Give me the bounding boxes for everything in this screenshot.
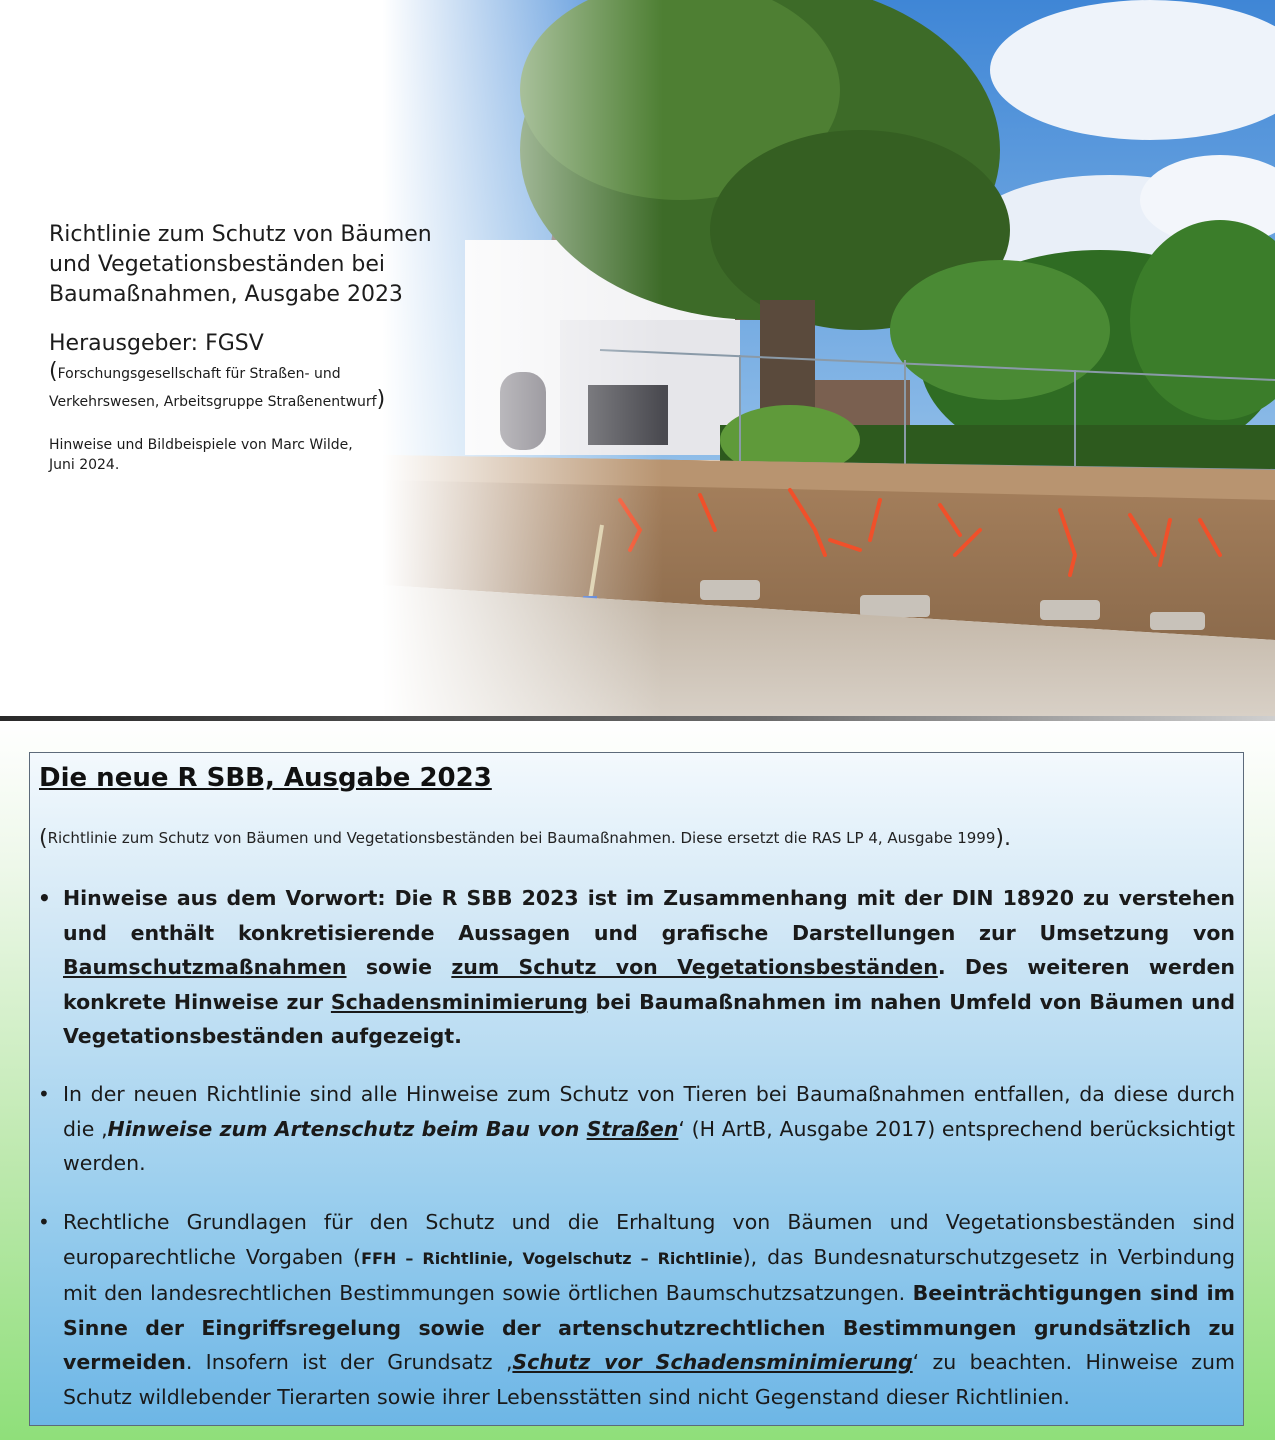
notes-line-2: Juni 2024. (49, 457, 120, 473)
title-line-1: Richtlinie zum Schutz von Bäumen (49, 222, 432, 247)
b2-emphasis-underlined: Straßen (586, 1116, 679, 1141)
b3-text-4: zu beachten. Hinweise zum Schutz wildlebender Tierarten sowie ihrer Lebensstätten sind nicht Gegenstand dieser Richtlinien. (63, 1350, 1235, 1409)
title-line-2: und Vegetationsbeständen bei (49, 252, 385, 277)
bullet-dot: • (38, 1210, 50, 1234)
org-line-2-text: Verkehrswesen, Arbeitsgruppe Straßenentwurf (49, 394, 377, 410)
b3-quote-close: ‘ (912, 1350, 920, 1374)
b1-text-2: sowie (346, 955, 452, 979)
b2-text-2: (H ArtB, Ausgabe 2017) entsprechend berücksichtigt werden. (63, 1116, 1235, 1175)
org-open-paren: ( (49, 359, 58, 384)
bullet-animal-protection (38, 1077, 1235, 1181)
notes-line-1: Hinweise und Bildbeispiele von Marc Wilde, (49, 437, 353, 453)
b2-quote-close: ‘ (678, 1116, 685, 1141)
title-slide (0, 0, 1275, 716)
bullet-legal-basis (38, 1205, 1236, 1414)
b3-text-2: ), das Bundesnaturschutzgesetz in Verbindung mit den landesrechtlichen Bestimmungen sowie örtlichen Baumschutzsatzungen. (63, 1244, 1236, 1305)
b1-underline-2: zum Schutz von Vegetationsbeständen (451, 955, 938, 979)
b1-text-1: Hinweise aus dem Vorwort: Die R SBB 2023 ist im Zusammenhang mit der DIN 18920 zu verstehen und enthält konkretisierende Aussagen und grafische Darstellungen zur Umsetzung von (63, 886, 1235, 945)
bullet-foreword (38, 881, 1235, 1054)
b2-text-1: In der neuen Richtlinie sind alle Hinweise zum Schutz von Tieren bei Baumaßnahmen entfallen, da diese durch die (63, 1082, 1235, 1141)
slide-subheading (39, 826, 1011, 851)
b1-underline-1: Baumschutzmaßnahmen (63, 955, 347, 979)
b3-text-3: . Insofern ist der Grundsatz (185, 1350, 506, 1374)
slide-heading: Die neue R SBB, Ausgabe 2023 (39, 763, 492, 793)
sub-close-paren: ). (995, 826, 1011, 851)
content-slide (0, 721, 1275, 1440)
b3-text-1: Rechtliche Grundlagen für den Schutz und die Erhaltung von Bäumen und Vegetationsbeständen sind europarechtliche Vorgaben ( (63, 1210, 1235, 1269)
sub-text: Richtlinie zum Schutz von Bäumen und Vegetationsbeständen bei Baumaßnahmen. Diese ersetzt die RAS LP 4, Ausgabe 1999 (47, 829, 996, 847)
b3-bold: Beeinträchtigungen sind im Sinne der Eingriffsregelung sowie der artenschutzrechtlichen Bestimmungen grundsätzlich zu vermeiden (63, 1281, 1235, 1374)
bullet-dot: • (38, 886, 51, 910)
org-close-paren: ) (376, 387, 386, 412)
b3-quote-open: ‚ (505, 1350, 513, 1374)
b3-emphasis-underlined: Schutz vor Schadensminimierung (512, 1350, 913, 1374)
bullet-dot: • (38, 1082, 50, 1106)
publisher: Herausgeber: FGSV (49, 331, 264, 356)
b3-small-bold: FFH – Richtlinie, Vogelschutz – Richtlinie (361, 1248, 743, 1268)
b1-text-4: bei Baumaßnahmen im nahen Umfeld von Bäumen und Vegetationsbeständen aufgezeigt. (63, 989, 1235, 1048)
sub-open-paren: ( (39, 826, 48, 851)
publisher-org-line-1 (49, 359, 449, 387)
b2-quote-open: ‚ (101, 1116, 108, 1141)
publisher-org-line-2 (49, 387, 449, 415)
title-block (49, 220, 449, 475)
title-line-3: Baumaßnahmen, Ausgabe 2023 (49, 282, 403, 307)
content-box (29, 752, 1244, 1426)
notes (49, 435, 449, 475)
b1-underline-3: Schadensminimierung (330, 989, 588, 1014)
org-line-1-text: Forschungsgesellschaft für Straßen- und (57, 366, 341, 382)
b2-emphasis: Hinweise zum Artenschutz beim Bau von (107, 1116, 587, 1141)
b1-text-3: . Des weiteren werden konkrete Hinweise zur (63, 955, 1235, 1014)
